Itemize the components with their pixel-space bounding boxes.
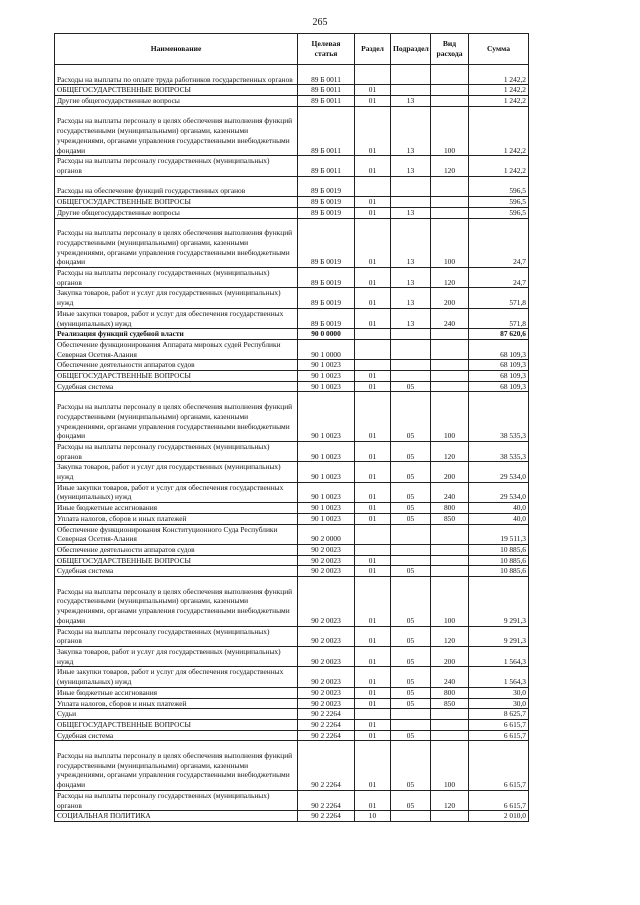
row-name-cell: СОЦИАЛЬНАЯ ПОЛИТИКА [55, 811, 298, 822]
row-subsection-cell: 05 [391, 462, 431, 482]
page-number: 265 [312, 17, 328, 28]
row-expense-type-cell: 240 [431, 667, 469, 687]
row-name-cell: ОБЩЕГОСУДАРСТВЕННЫЕ ВОПРОСЫ [55, 85, 298, 96]
row-name-cell: Реализация функций судебной власти [55, 329, 298, 340]
row-expense-type-cell: 100 [431, 218, 469, 268]
row-name-cell: Закупка товаров, работ и услуг для государственных (муниципальных) нужд [55, 288, 298, 308]
header-name: Наименование [55, 34, 298, 65]
row-subsection-cell: 05 [391, 392, 431, 442]
row-section-cell: 01 [355, 555, 391, 566]
row-expense-type-cell [431, 811, 469, 822]
row-section-cell: 01 [355, 96, 391, 107]
row-expense-type-cell [431, 65, 469, 85]
row-subsection-cell: 05 [391, 741, 431, 791]
row-section-cell: 01 [355, 85, 391, 96]
row-target-article-cell: 90 1 0023 [298, 503, 355, 514]
row-sum-cell: 24,7 [469, 268, 529, 288]
row-section-cell: 01 [355, 667, 391, 687]
row-sum-cell: 10 885,6 [469, 566, 529, 577]
row-name-cell: ОБЩЕГОСУДАРСТВЕННЫЕ ВОПРОСЫ [55, 719, 298, 730]
row-name-cell: Расходы на выплаты по оплате труда работников государственных органов [55, 65, 298, 85]
row-expense-type-cell: 850 [431, 698, 469, 709]
row-section-cell: 01 [355, 577, 391, 627]
row-sum-cell: 1 564,3 [469, 667, 529, 687]
row-sum-cell: 30,0 [469, 687, 529, 698]
row-name-cell: Расходы на выплаты персоналу государственных (муниципальных) органов [55, 156, 298, 176]
row-target-article-cell: 90 1 0023 [298, 371, 355, 382]
row-expense-type-cell: 120 [431, 626, 469, 646]
row-target-article-cell: 90 2 2264 [298, 741, 355, 791]
table-row [55, 719, 529, 730]
row-expense-type-cell: 120 [431, 790, 469, 810]
row-expense-type-cell: 800 [431, 503, 469, 514]
row-subsection-cell: 13 [391, 156, 431, 176]
row-target-article-cell: 90 1 0023 [298, 360, 355, 371]
row-target-article-cell: 89 Б 0019 [298, 218, 355, 268]
row-subsection-cell: 05 [391, 566, 431, 577]
row-target-article-cell: 89 Б 0011 [298, 65, 355, 85]
row-subsection-cell: 05 [391, 513, 431, 524]
row-sum-cell: 6 615,7 [469, 719, 529, 730]
row-sum-cell: 571,8 [469, 288, 529, 308]
row-subsection-cell [391, 544, 431, 555]
row-expense-type-cell: 120 [431, 268, 469, 288]
row-section-cell: 01 [355, 207, 391, 218]
row-target-article-cell: 90 2 0023 [298, 626, 355, 646]
row-name-cell: Другие общегосударственные вопросы [55, 96, 298, 107]
table-row [55, 96, 529, 107]
table-row [55, 626, 529, 646]
table-row [55, 207, 529, 218]
table-row [55, 503, 529, 514]
row-target-article-cell: 90 2 0023 [298, 544, 355, 555]
row-name-cell: Иные бюджетные ассигнования [55, 503, 298, 514]
table-row [55, 308, 529, 328]
row-subsection-cell: 05 [391, 441, 431, 461]
row-section-cell: 10 [355, 811, 391, 822]
table-body [55, 65, 529, 822]
row-name-cell: Расходы на выплаты персоналу в целях обеспечения выполнения функций государственными (муниципальными) органами, казенными учреждениями, органами управления государственными внебюджетными фондами [55, 577, 298, 627]
row-section-cell [355, 544, 391, 555]
row-target-article-cell: 90 2 2264 [298, 790, 355, 810]
row-expense-type-cell: 850 [431, 513, 469, 524]
row-expense-type-cell [431, 524, 469, 544]
table-row [55, 371, 529, 382]
row-section-cell [355, 176, 391, 196]
row-expense-type-cell: 800 [431, 687, 469, 698]
row-subsection-cell: 05 [391, 646, 431, 666]
row-sum-cell: 2 010,0 [469, 811, 529, 822]
row-expense-type-cell [431, 176, 469, 196]
table-row [55, 544, 529, 555]
table-row [55, 687, 529, 698]
row-target-article-cell: 90 1 0023 [298, 513, 355, 524]
row-section-cell: 01 [355, 288, 391, 308]
row-target-article-cell: 90 2 2264 [298, 719, 355, 730]
table-row [55, 441, 529, 461]
row-target-article-cell: 90 1 0023 [298, 381, 355, 392]
header-sum: Сумма [469, 34, 529, 65]
row-name-cell: Иные закупки товаров, работ и услуг для обеспечения государственных (муниципальных) нужд [55, 667, 298, 687]
row-target-article-cell: 89 Б 0019 [298, 176, 355, 196]
row-name-cell: ОБЩЕГОСУДАРСТВЕННЫЕ ВОПРОСЫ [55, 197, 298, 208]
row-subsection-cell: 13 [391, 288, 431, 308]
table-row [55, 339, 529, 359]
row-target-article-cell: 90 1 0023 [298, 441, 355, 461]
row-section-cell: 01 [355, 503, 391, 514]
table-row [55, 811, 529, 822]
table-row [55, 698, 529, 709]
row-subsection-cell: 05 [391, 687, 431, 698]
row-sum-cell: 38 535,3 [469, 392, 529, 442]
table-row [55, 329, 529, 340]
row-section-cell: 01 [355, 719, 391, 730]
row-section-cell [355, 709, 391, 720]
row-section-cell: 01 [355, 741, 391, 791]
row-expense-type-cell [431, 360, 469, 371]
row-expense-type-cell: 100 [431, 577, 469, 627]
row-expense-type-cell: 200 [431, 646, 469, 666]
row-expense-type-cell [431, 709, 469, 720]
row-expense-type-cell [431, 329, 469, 340]
row-sum-cell: 68 109,3 [469, 371, 529, 382]
row-section-cell: 01 [355, 381, 391, 392]
row-name-cell: Судебная система [55, 566, 298, 577]
row-subsection-cell: 13 [391, 207, 431, 218]
row-target-article-cell: 90 2 0023 [298, 566, 355, 577]
row-section-cell: 01 [355, 790, 391, 810]
row-sum-cell: 68 109,3 [469, 339, 529, 359]
row-name-cell: Обеспечение деятельности аппаратов судов [55, 544, 298, 555]
row-expense-type-cell: 240 [431, 308, 469, 328]
table-row [55, 741, 529, 791]
row-name-cell: Уплата налогов, сборов и иных платежей [55, 698, 298, 709]
table-row [55, 156, 529, 176]
row-name-cell: Судьи [55, 709, 298, 720]
table-row [55, 524, 529, 544]
row-name-cell: Расходы на выплаты персоналу государственных (муниципальных) органов [55, 626, 298, 646]
row-name-cell: Закупка товаров, работ и услуг для государственных (муниципальных) нужд [55, 646, 298, 666]
header-expense-type: Вид расхода [431, 34, 469, 65]
row-sum-cell: 1 242,2 [469, 156, 529, 176]
row-section-cell: 01 [355, 730, 391, 741]
row-name-cell: Иные бюджетные ассигнования [55, 687, 298, 698]
row-section-cell: 01 [355, 106, 391, 156]
row-section-cell: 01 [355, 687, 391, 698]
row-expense-type-cell [431, 197, 469, 208]
row-subsection-cell [391, 524, 431, 544]
row-target-article-cell: 89 Б 0011 [298, 156, 355, 176]
row-sum-cell: 1 242,2 [469, 96, 529, 107]
row-subsection-cell: 05 [391, 698, 431, 709]
row-expense-type-cell [431, 566, 469, 577]
row-subsection-cell: 13 [391, 268, 431, 288]
table-row [55, 176, 529, 196]
row-subsection-cell: 13 [391, 308, 431, 328]
row-target-article-cell: 89 Б 0011 [298, 106, 355, 156]
row-target-article-cell: 90 1 0023 [298, 392, 355, 442]
row-target-article-cell: 90 2 0023 [298, 698, 355, 709]
row-target-article-cell: 89 Б 0019 [298, 197, 355, 208]
table-row [55, 513, 529, 524]
row-expense-type-cell [431, 381, 469, 392]
row-section-cell [355, 65, 391, 85]
row-name-cell: ОБЩЕГОСУДАРСТВЕННЫЕ ВОПРОСЫ [55, 555, 298, 566]
row-sum-cell: 9 291,3 [469, 577, 529, 627]
row-section-cell: 01 [355, 371, 391, 382]
table-row [55, 790, 529, 810]
table-row [55, 106, 529, 156]
row-expense-type-cell: 240 [431, 482, 469, 502]
row-sum-cell: 6 615,7 [469, 741, 529, 791]
row-target-article-cell: 90 2 0023 [298, 577, 355, 627]
row-section-cell: 01 [355, 392, 391, 442]
row-subsection-cell [391, 719, 431, 730]
row-expense-type-cell [431, 730, 469, 741]
row-target-article-cell: 89 Б 0011 [298, 96, 355, 107]
row-sum-cell: 596,5 [469, 207, 529, 218]
row-target-article-cell: 90 2 0023 [298, 687, 355, 698]
row-section-cell: 01 [355, 626, 391, 646]
row-section-cell: 01 [355, 197, 391, 208]
row-name-cell: Расходы на выплаты персоналу в целях обеспечения выполнения функций государственными (муниципальными) органами, казенными учреждениями, органами управления государственными внебюджетными фондами [55, 741, 298, 791]
row-target-article-cell: 90 1 0000 [298, 339, 355, 359]
row-target-article-cell: 89 Б 0019 [298, 288, 355, 308]
row-name-cell: Расходы на выплаты персоналу в целях обеспечения выполнения функций государственными (муниципальными) органами, казенными учреждениями, органами управления государственными внебюджетными фондами [55, 392, 298, 442]
row-target-article-cell: 90 1 0023 [298, 482, 355, 502]
row-expense-type-cell: 100 [431, 106, 469, 156]
row-target-article-cell: 90 2 0023 [298, 555, 355, 566]
row-subsection-cell: 05 [391, 482, 431, 502]
row-sum-cell: 596,5 [469, 176, 529, 196]
row-name-cell: ОБЩЕГОСУДАРСТВЕННЫЕ ВОПРОСЫ [55, 371, 298, 382]
row-sum-cell: 8 625,7 [469, 709, 529, 720]
row-section-cell: 01 [355, 646, 391, 666]
row-name-cell: Расходы на выплаты персоналу в целях обеспечения выполнения функций государственными (муниципальными) органами, казенными учреждениями, органами управления государственными внебюджетными фондами [55, 218, 298, 268]
header-target-article: Целевая статья [298, 34, 355, 65]
row-expense-type-cell: 120 [431, 156, 469, 176]
row-sum-cell: 30,0 [469, 698, 529, 709]
row-expense-type-cell: 200 [431, 462, 469, 482]
row-sum-cell: 38 535,3 [469, 441, 529, 461]
row-sum-cell: 40,0 [469, 503, 529, 514]
row-expense-type-cell [431, 85, 469, 96]
table-row [55, 566, 529, 577]
row-expense-type-cell [431, 339, 469, 359]
table-row [55, 288, 529, 308]
budget-table [54, 33, 529, 822]
row-sum-cell: 68 109,3 [469, 360, 529, 371]
row-target-article-cell: 90 2 0023 [298, 667, 355, 687]
header-section: Раздел [355, 34, 391, 65]
row-expense-type-cell: 100 [431, 392, 469, 442]
row-sum-cell: 596,5 [469, 197, 529, 208]
row-sum-cell: 1 242,2 [469, 85, 529, 96]
row-subsection-cell: 13 [391, 96, 431, 107]
row-sum-cell: 19 511,3 [469, 524, 529, 544]
row-subsection-cell: 13 [391, 106, 431, 156]
row-target-article-cell: 90 0 0000 [298, 329, 355, 340]
row-sum-cell: 6 615,7 [469, 730, 529, 741]
row-subsection-cell [391, 329, 431, 340]
row-expense-type-cell [431, 207, 469, 218]
table-row [55, 482, 529, 502]
row-section-cell [355, 339, 391, 359]
table-row [55, 85, 529, 96]
row-name-cell: Обеспечение деятельности аппаратов судов [55, 360, 298, 371]
table-row [55, 730, 529, 741]
header-subsection: Подраздел [391, 34, 431, 65]
row-expense-type-cell [431, 96, 469, 107]
row-name-cell: Обеспечение функционирования Аппарата мировых судей Республики Северная Осетия-Алания [55, 339, 298, 359]
row-sum-cell: 571,8 [469, 308, 529, 328]
row-target-article-cell: 89 Б 0019 [298, 207, 355, 218]
row-expense-type-cell: 100 [431, 741, 469, 791]
row-target-article-cell: 90 2 0023 [298, 646, 355, 666]
row-sum-cell: 24,7 [469, 218, 529, 268]
table-row [55, 65, 529, 85]
row-subsection-cell: 05 [391, 730, 431, 741]
row-subsection-cell: 05 [391, 790, 431, 810]
row-subsection-cell: 05 [391, 626, 431, 646]
row-subsection-cell [391, 65, 431, 85]
row-name-cell: Иные закупки товаров, работ и услуг для обеспечения государственных (муниципальных) нужд [55, 482, 298, 502]
row-subsection-cell: 05 [391, 381, 431, 392]
row-name-cell: Уплата налогов, сборов и иных платежей [55, 513, 298, 524]
row-expense-type-cell [431, 719, 469, 730]
row-section-cell: 01 [355, 513, 391, 524]
row-name-cell: Расходы на выплаты персоналу государственных (муниципальных) органов [55, 268, 298, 288]
row-name-cell: Судебная система [55, 381, 298, 392]
row-section-cell: 01 [355, 566, 391, 577]
row-expense-type-cell: 120 [431, 441, 469, 461]
row-target-article-cell: 90 2 2264 [298, 709, 355, 720]
row-subsection-cell [391, 709, 431, 720]
row-section-cell: 01 [355, 156, 391, 176]
row-section-cell: 01 [355, 462, 391, 482]
row-expense-type-cell: 200 [431, 288, 469, 308]
row-subsection-cell: 05 [391, 503, 431, 514]
row-subsection-cell [391, 197, 431, 208]
table-row [55, 197, 529, 208]
row-name-cell: Обеспечение функционирования Конституционного Суда Республики Северная Осетия-Алания [55, 524, 298, 544]
row-name-cell: Расходы на выплаты персоналу государственных (муниципальных) органов [55, 790, 298, 810]
row-sum-cell: 9 291,3 [469, 626, 529, 646]
table-row [55, 381, 529, 392]
table-row [55, 555, 529, 566]
table-row [55, 709, 529, 720]
row-section-cell [355, 524, 391, 544]
table-row [55, 577, 529, 627]
table-header-row [55, 34, 529, 65]
table-row [55, 646, 529, 666]
row-subsection-cell [391, 371, 431, 382]
row-section-cell [355, 329, 391, 340]
row-subsection-cell [391, 339, 431, 359]
row-target-article-cell: 89 Б 0011 [298, 85, 355, 96]
table-row [55, 218, 529, 268]
row-name-cell: Расходы на выплаты персоналу в целях обеспечения выполнения функций государственными (муниципальными) органами, казенными учреждениями, органами управления государственными внебюджетными фондами [55, 106, 298, 156]
table-row [55, 268, 529, 288]
row-subsection-cell [391, 555, 431, 566]
row-expense-type-cell [431, 371, 469, 382]
row-sum-cell: 68 109,3 [469, 381, 529, 392]
row-target-article-cell: 90 1 0023 [298, 462, 355, 482]
row-section-cell: 01 [355, 698, 391, 709]
row-name-cell: Судебная система [55, 730, 298, 741]
row-sum-cell: 87 620,6 [469, 329, 529, 340]
row-sum-cell: 29 534,0 [469, 482, 529, 502]
row-subsection-cell: 05 [391, 577, 431, 627]
row-name-cell: Расходы на выплаты персоналу государственных (муниципальных) органов [55, 441, 298, 461]
row-target-article-cell: 89 Б 0019 [298, 268, 355, 288]
row-sum-cell: 1 242,2 [469, 106, 529, 156]
row-name-cell: Иные закупки товаров, работ и услуг для обеспечения государственных (муниципальных) нужд [55, 308, 298, 328]
row-sum-cell: 29 534,0 [469, 462, 529, 482]
row-name-cell: Закупка товаров, работ и услуг для государственных (муниципальных) нужд [55, 462, 298, 482]
row-sum-cell: 1 564,3 [469, 646, 529, 666]
table-row [55, 360, 529, 371]
row-section-cell: 01 [355, 308, 391, 328]
row-sum-cell: 10 885,6 [469, 544, 529, 555]
table-row [55, 667, 529, 687]
row-sum-cell: 40,0 [469, 513, 529, 524]
row-target-article-cell: 89 Б 0019 [298, 308, 355, 328]
row-expense-type-cell [431, 555, 469, 566]
row-name-cell: Расходы на обеспечение функций государственных органов [55, 176, 298, 196]
row-target-article-cell: 90 2 2264 [298, 811, 355, 822]
row-name-cell: Другие общегосударственные вопросы [55, 207, 298, 218]
row-section-cell: 01 [355, 218, 391, 268]
row-sum-cell: 10 885,6 [469, 555, 529, 566]
table-row [55, 462, 529, 482]
row-target-article-cell: 90 2 2264 [298, 730, 355, 741]
row-subsection-cell: 05 [391, 667, 431, 687]
row-subsection-cell [391, 811, 431, 822]
row-sum-cell: 6 615,7 [469, 790, 529, 810]
row-section-cell [355, 360, 391, 371]
row-subsection-cell [391, 360, 431, 371]
row-subsection-cell [391, 85, 431, 96]
row-section-cell: 01 [355, 441, 391, 461]
row-subsection-cell [391, 176, 431, 196]
table-row [55, 392, 529, 442]
row-expense-type-cell [431, 544, 469, 555]
row-section-cell: 01 [355, 482, 391, 502]
row-section-cell: 01 [355, 268, 391, 288]
row-subsection-cell: 13 [391, 218, 431, 268]
row-target-article-cell: 90 2 0000 [298, 524, 355, 544]
row-sum-cell: 1 242,2 [469, 65, 529, 85]
